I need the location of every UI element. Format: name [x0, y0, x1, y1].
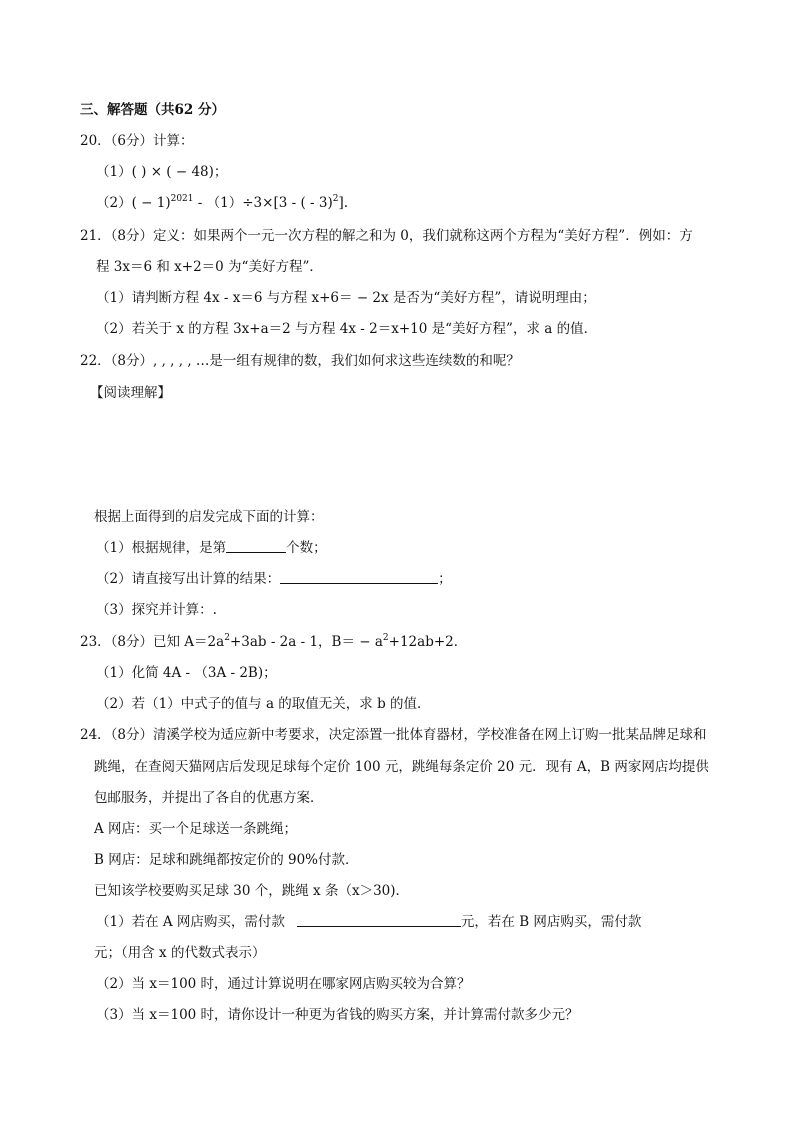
q24-part1-answer-blank[interactable]	[297, 913, 461, 927]
q23-stem-a: 23．（8分）已知 A＝2a	[80, 634, 225, 650]
q21-part2: （2）若关于 x 的方程 3x+a＝2 与方程 4x - 2＝x+10 是“美好方程”，求 a 的值．	[96, 321, 598, 337]
q24-part1-text-end: 元，若在 B 网店购买，需付款	[460, 914, 642, 930]
q22-part1-answer-blank[interactable]	[226, 539, 286, 553]
q24-line3: 包邮服务，并提出了各自的优惠方案．	[94, 790, 324, 806]
q23-exponent-a: 2	[224, 633, 230, 643]
q24-part3: （3）当 x＝100 时，请你设计一种更为省钱的购买方案，并计算需付款多少元？	[96, 1007, 579, 1023]
q22-part1	[96, 539, 327, 557]
q22-reading-heading: 【阅读理解】	[90, 385, 171, 401]
q21-stem-line2: 程 3x＝6 和 x+2＝0 为“美好方程”．	[96, 259, 323, 275]
q24-part1-continued: 元；（用含 x 的代数式表示）	[94, 945, 266, 961]
q24-part2: （2）当 x＝100 时，通过计算说明在哪家网店购买较为合算？	[96, 976, 471, 992]
q23-part1: （1）化简 4A - （3A - 2B)；	[96, 665, 277, 681]
q23-stem-c: +12ab+2．	[388, 634, 468, 650]
q22-part2	[96, 570, 452, 588]
q20-exponent-2021: 2021	[170, 194, 194, 204]
q21-part1: （1）请判断方程 4x - x＝6 与方程 x+6＝ − 2x 是否为“美好方程”，请说明理由；	[96, 290, 596, 306]
q22-intro: 根据上面得到的启发完成下面的计算：	[94, 509, 324, 525]
q23-part2: （2）若（1）中式子的值与 a 的取值无关，求 b 的值．	[96, 696, 431, 712]
q24-line2: 跳绳，在查阅天猫网店后发现足球每个定价 100 元，跳绳每条定价 20 元．现有 A，B 两家网店均提供	[94, 759, 709, 775]
q22-part1-text-end: 个数；	[286, 540, 327, 556]
q20-exponent-2: 2	[332, 194, 339, 204]
q22-part3: （3）探究并计算：.	[96, 602, 217, 618]
q24-part1	[96, 913, 641, 931]
q22-part2-text: （2）请直接写出计算的结果：	[96, 571, 281, 587]
q21-stem-line1: 21．（8分）定义：如果两个一元一次方程的解之和为 0，我们就称这两个方程为“美好方程”．例如：方	[80, 228, 693, 244]
q22-part1-text: （1）根据规律，是第	[96, 540, 227, 556]
q24-part1-text: （1）若在 A 网店购买，需付款	[96, 914, 285, 930]
q23-exponent-b: 2	[382, 633, 389, 643]
q20-part2-mid: - （1）÷3×[3 - ( - 3)	[193, 195, 333, 211]
q23-stem	[80, 633, 467, 651]
q24-line6: 已知该学校要购买足球 30 个，跳绳 x 条（x＞30)．	[94, 883, 410, 899]
q22-stem: 22．（8分）, , , , , …是一组有规律的数，我们如何求这些连续数的和呢？	[80, 353, 520, 369]
q20-part2-post: ].	[338, 195, 349, 211]
q22-part2-text-end: ；	[438, 571, 452, 587]
q20-part1: （1）( ) × ( − 48)；	[96, 164, 228, 180]
q24-line1: 24．（8分）清溪学校为适应新中考要求，决定添置一批体育器材，学校准备在网上订购一批某品牌足球和	[80, 727, 707, 743]
section-title: 三、解答题（共62 分）	[80, 102, 225, 118]
q20-stem: 20．（6分）计算：	[80, 133, 194, 149]
q22-part2-answer-blank[interactable]	[280, 570, 438, 584]
q24-line5: B 网店：足球和跳绳都按定价的 90%付款．	[94, 852, 359, 868]
q20-part2-pre: （2）( − 1)	[96, 195, 171, 211]
q23-stem-b: +3ab - 2a - 1，B＝ − a	[229, 634, 383, 650]
q20-part2	[96, 194, 348, 212]
q24-line4: A 网店：买一个足球送一条跳绳；	[94, 821, 298, 837]
